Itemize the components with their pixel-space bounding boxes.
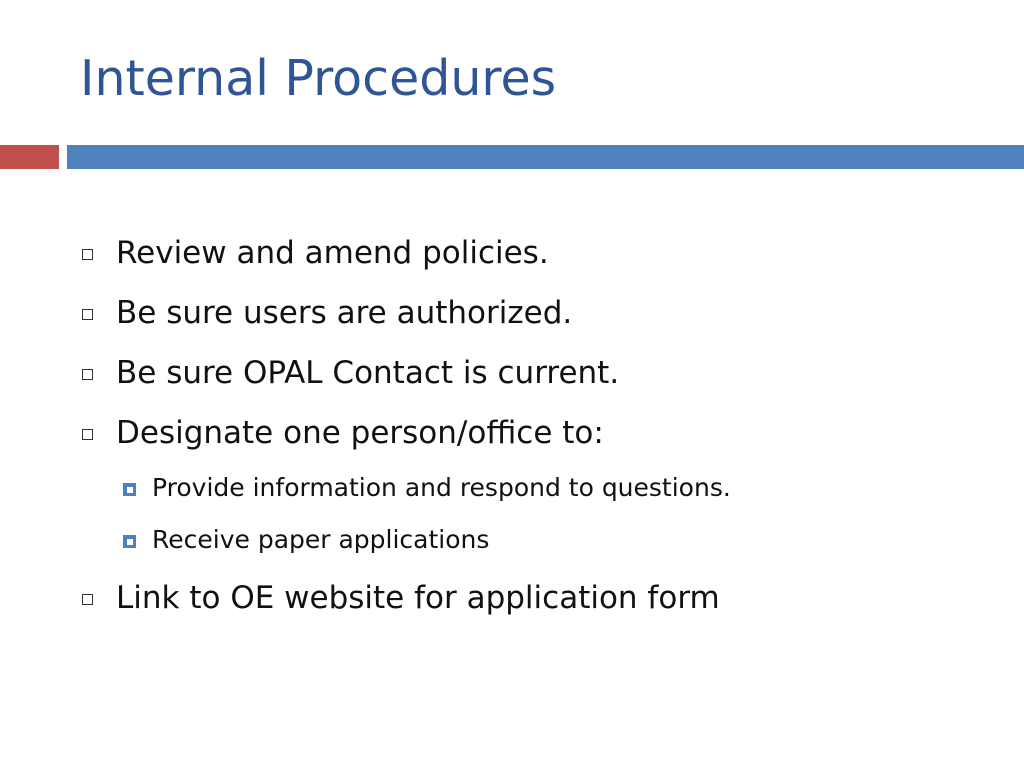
hollow-square-bullet-icon: [82, 249, 93, 260]
hollow-square-bullet-icon: [82, 309, 93, 320]
filled-square-bullet-icon: [123, 483, 136, 496]
hollow-square-bullet-icon: [82, 429, 93, 440]
hollow-square-bullet-icon: [82, 369, 93, 380]
sub-bullet-text: Provide information and respond to questions.: [152, 473, 731, 502]
slide-title: Internal Procedures: [80, 50, 557, 107]
bullet-text: Designate one person/office to:: [116, 415, 604, 451]
sub-bullet-text: Receive paper applications: [152, 525, 490, 554]
filled-square-bullet-icon: [123, 535, 136, 548]
bullet-text: Be sure users are authorized.: [116, 295, 573, 331]
bullet-text: Be sure OPAL Contact is current.: [116, 355, 620, 391]
bullet-text: Review and amend policies.: [116, 235, 549, 271]
bullet-text: Link to OE website for application form: [116, 580, 720, 616]
hollow-square-bullet-icon: [82, 594, 93, 605]
